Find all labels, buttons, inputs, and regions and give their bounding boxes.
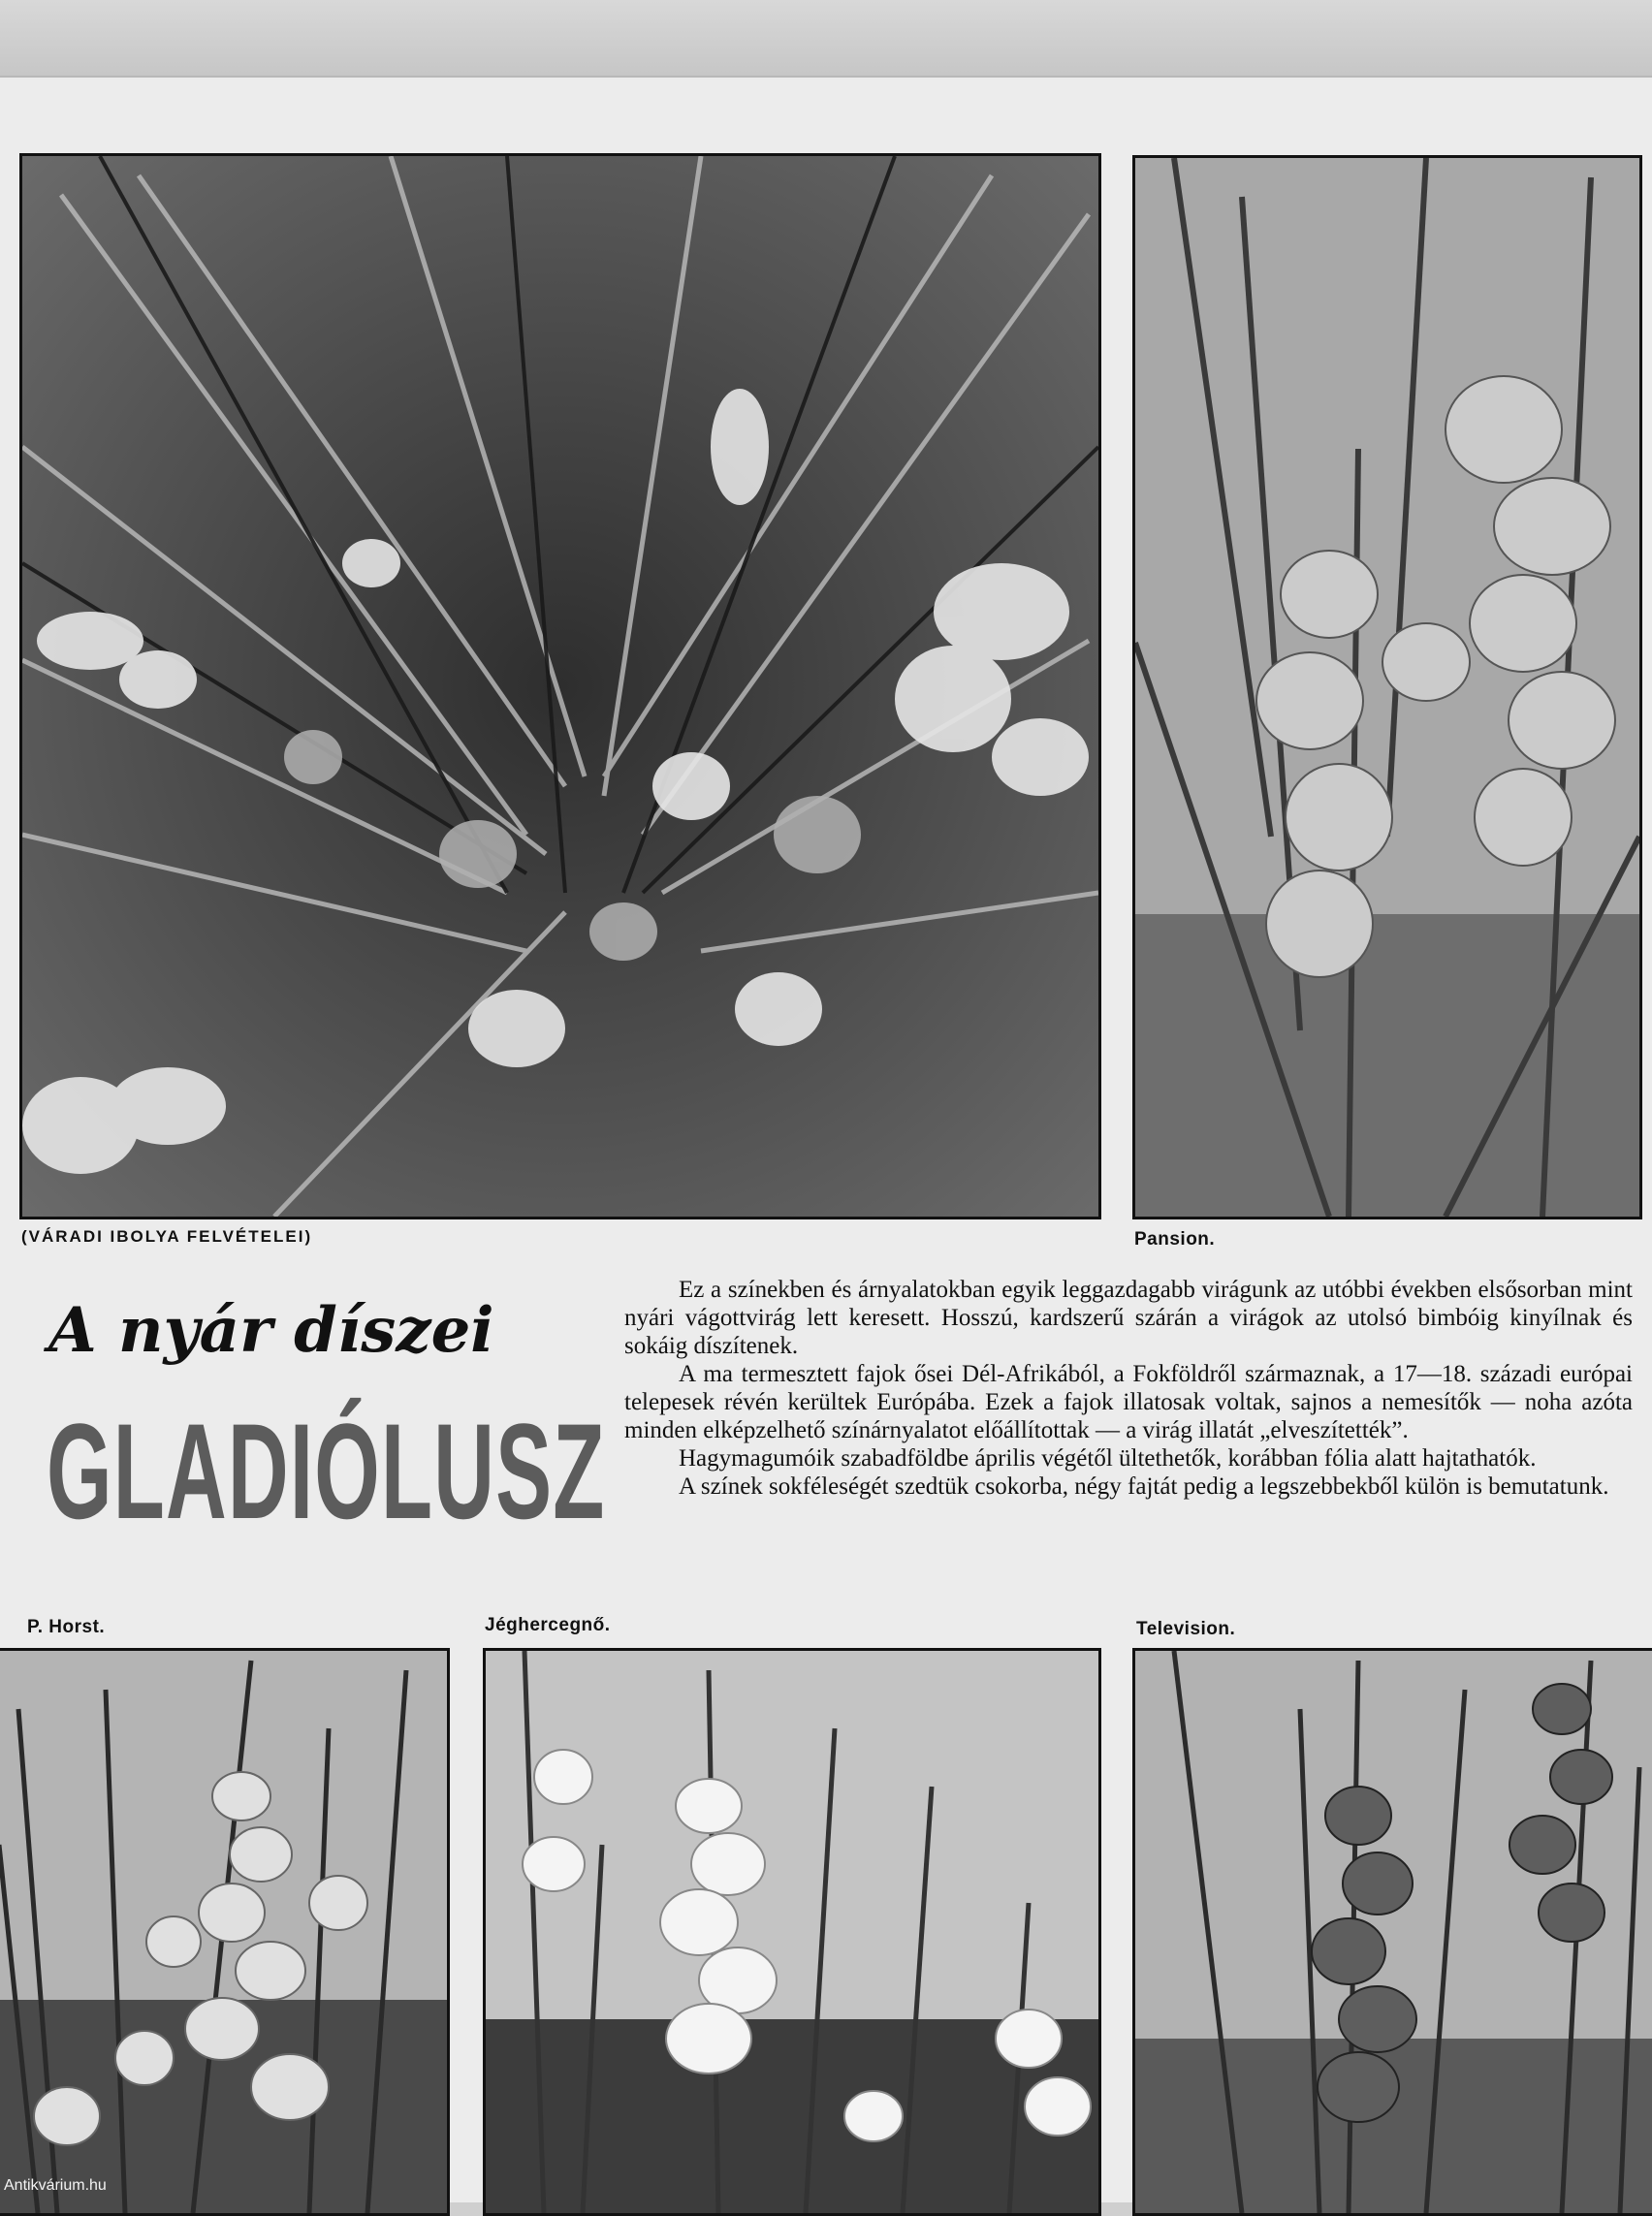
photo-credit: (VÁRADI IBOLYA FELVÉTELEI) bbox=[21, 1227, 313, 1246]
article-paragraph: Ez a színekben és árnyalatokban egyik leggazdagabb virágunk az utóbbi években elsősorban mint nyári vágottvirág lett keresett. Hosszú, kardszerű szárán a virágok az utolsó bimbóig kinyílnak és sokáig díszítenek. bbox=[624, 1277, 1633, 1359]
caption-jeghercegno: Jéghercegnő. bbox=[485, 1615, 611, 1635]
caption-pansion: Pansion. bbox=[1134, 1229, 1216, 1250]
caption-television: Television. bbox=[1136, 1619, 1236, 1639]
article-paragraph: A ma termesztett fajok ősei Dél-Afrikából, a Fokföldről származnak, a 17—18. századi európai telepesek révén kerültek Európába. Ezek a fajok illatosak voltak, sajnos a nemesítők — noha azóta minden elképzelhető színárnyalatot előállítottak — a virág illatát „elveszítették”. bbox=[624, 1361, 1633, 1443]
p-horst-photo bbox=[0, 1648, 450, 2216]
page-top-edge bbox=[0, 0, 1652, 78]
article-paragraph: Hagymagumóik szabadföldbe április végétől ültethetők, korábban fólia alatt hajtathatók. bbox=[679, 1445, 1537, 1472]
caption-p-horst: P. Horst. bbox=[27, 1617, 106, 1637]
article-paragraph: A színek sokféleségét szedtük csokorba, négy fajtát pedig a legszebbekből külön is bemutatunk. bbox=[679, 1473, 1609, 1500]
pansion-photo bbox=[1132, 155, 1642, 1219]
main-gladiolus-photo bbox=[19, 153, 1101, 1219]
television-photo bbox=[1132, 1648, 1652, 2216]
jeghercegno-photo bbox=[483, 1648, 1101, 2216]
article-body bbox=[624, 1276, 1633, 1501]
watermark-text: Antikvárium.hu bbox=[4, 2177, 107, 2194]
article-title: GLADIÓLUSZ bbox=[47, 1395, 606, 1547]
article-subtitle: A nyár díszei bbox=[48, 1294, 494, 1367]
